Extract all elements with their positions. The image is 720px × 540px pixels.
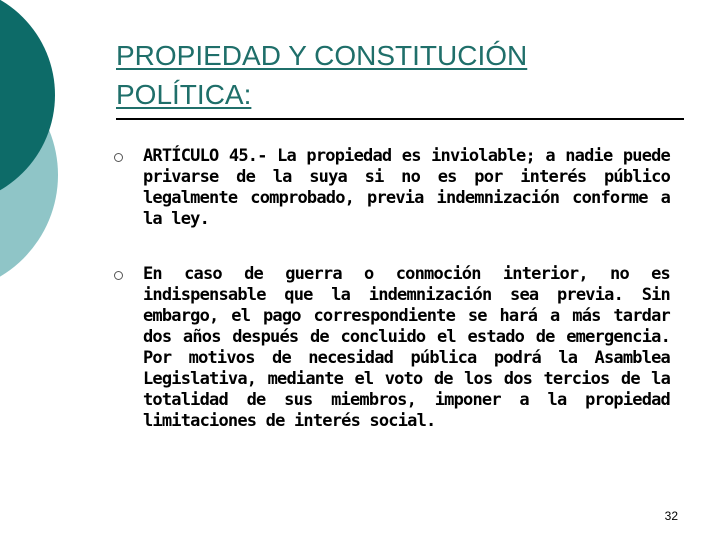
bullet-text-emergency-clause: En caso de guerra o conmoción interior, no es indispensable que la indemnización sea previa. Sin embargo, el pago correspondiente se hará a más tardar dos años después de concluido el estado de emergencia. Por motivos de necesidad pública podrá la Asamblea Legislativa, mediante el voto de los dos tercios de la totalidad de sus miembros, imponer a la propiedad limitaciones de interés social. [143, 264, 670, 431]
title-divider [116, 118, 684, 120]
slide-title [116, 36, 696, 114]
circle-bullet-icon [114, 271, 123, 280]
bullet-item [114, 264, 670, 432]
circle-bullet-icon [114, 153, 123, 162]
bullet-text-article-45: ARTÍCULO 45.- La propiedad es inviolable; a nadie puede privarse de la suya si no es por interés público legalmente comprobado, previa indemnización conforme a la ley. [143, 146, 670, 229]
slide-title-line-2: POLÍTICA: [116, 79, 252, 110]
decorative-circles-graphic [0, 0, 80, 300]
page-number: 32 [664, 509, 678, 523]
bullet-item [114, 146, 670, 230]
bullet-list [114, 146, 670, 466]
slide-title-line-1: PROPIEDAD Y CONSTITUCIÓN [116, 40, 528, 71]
